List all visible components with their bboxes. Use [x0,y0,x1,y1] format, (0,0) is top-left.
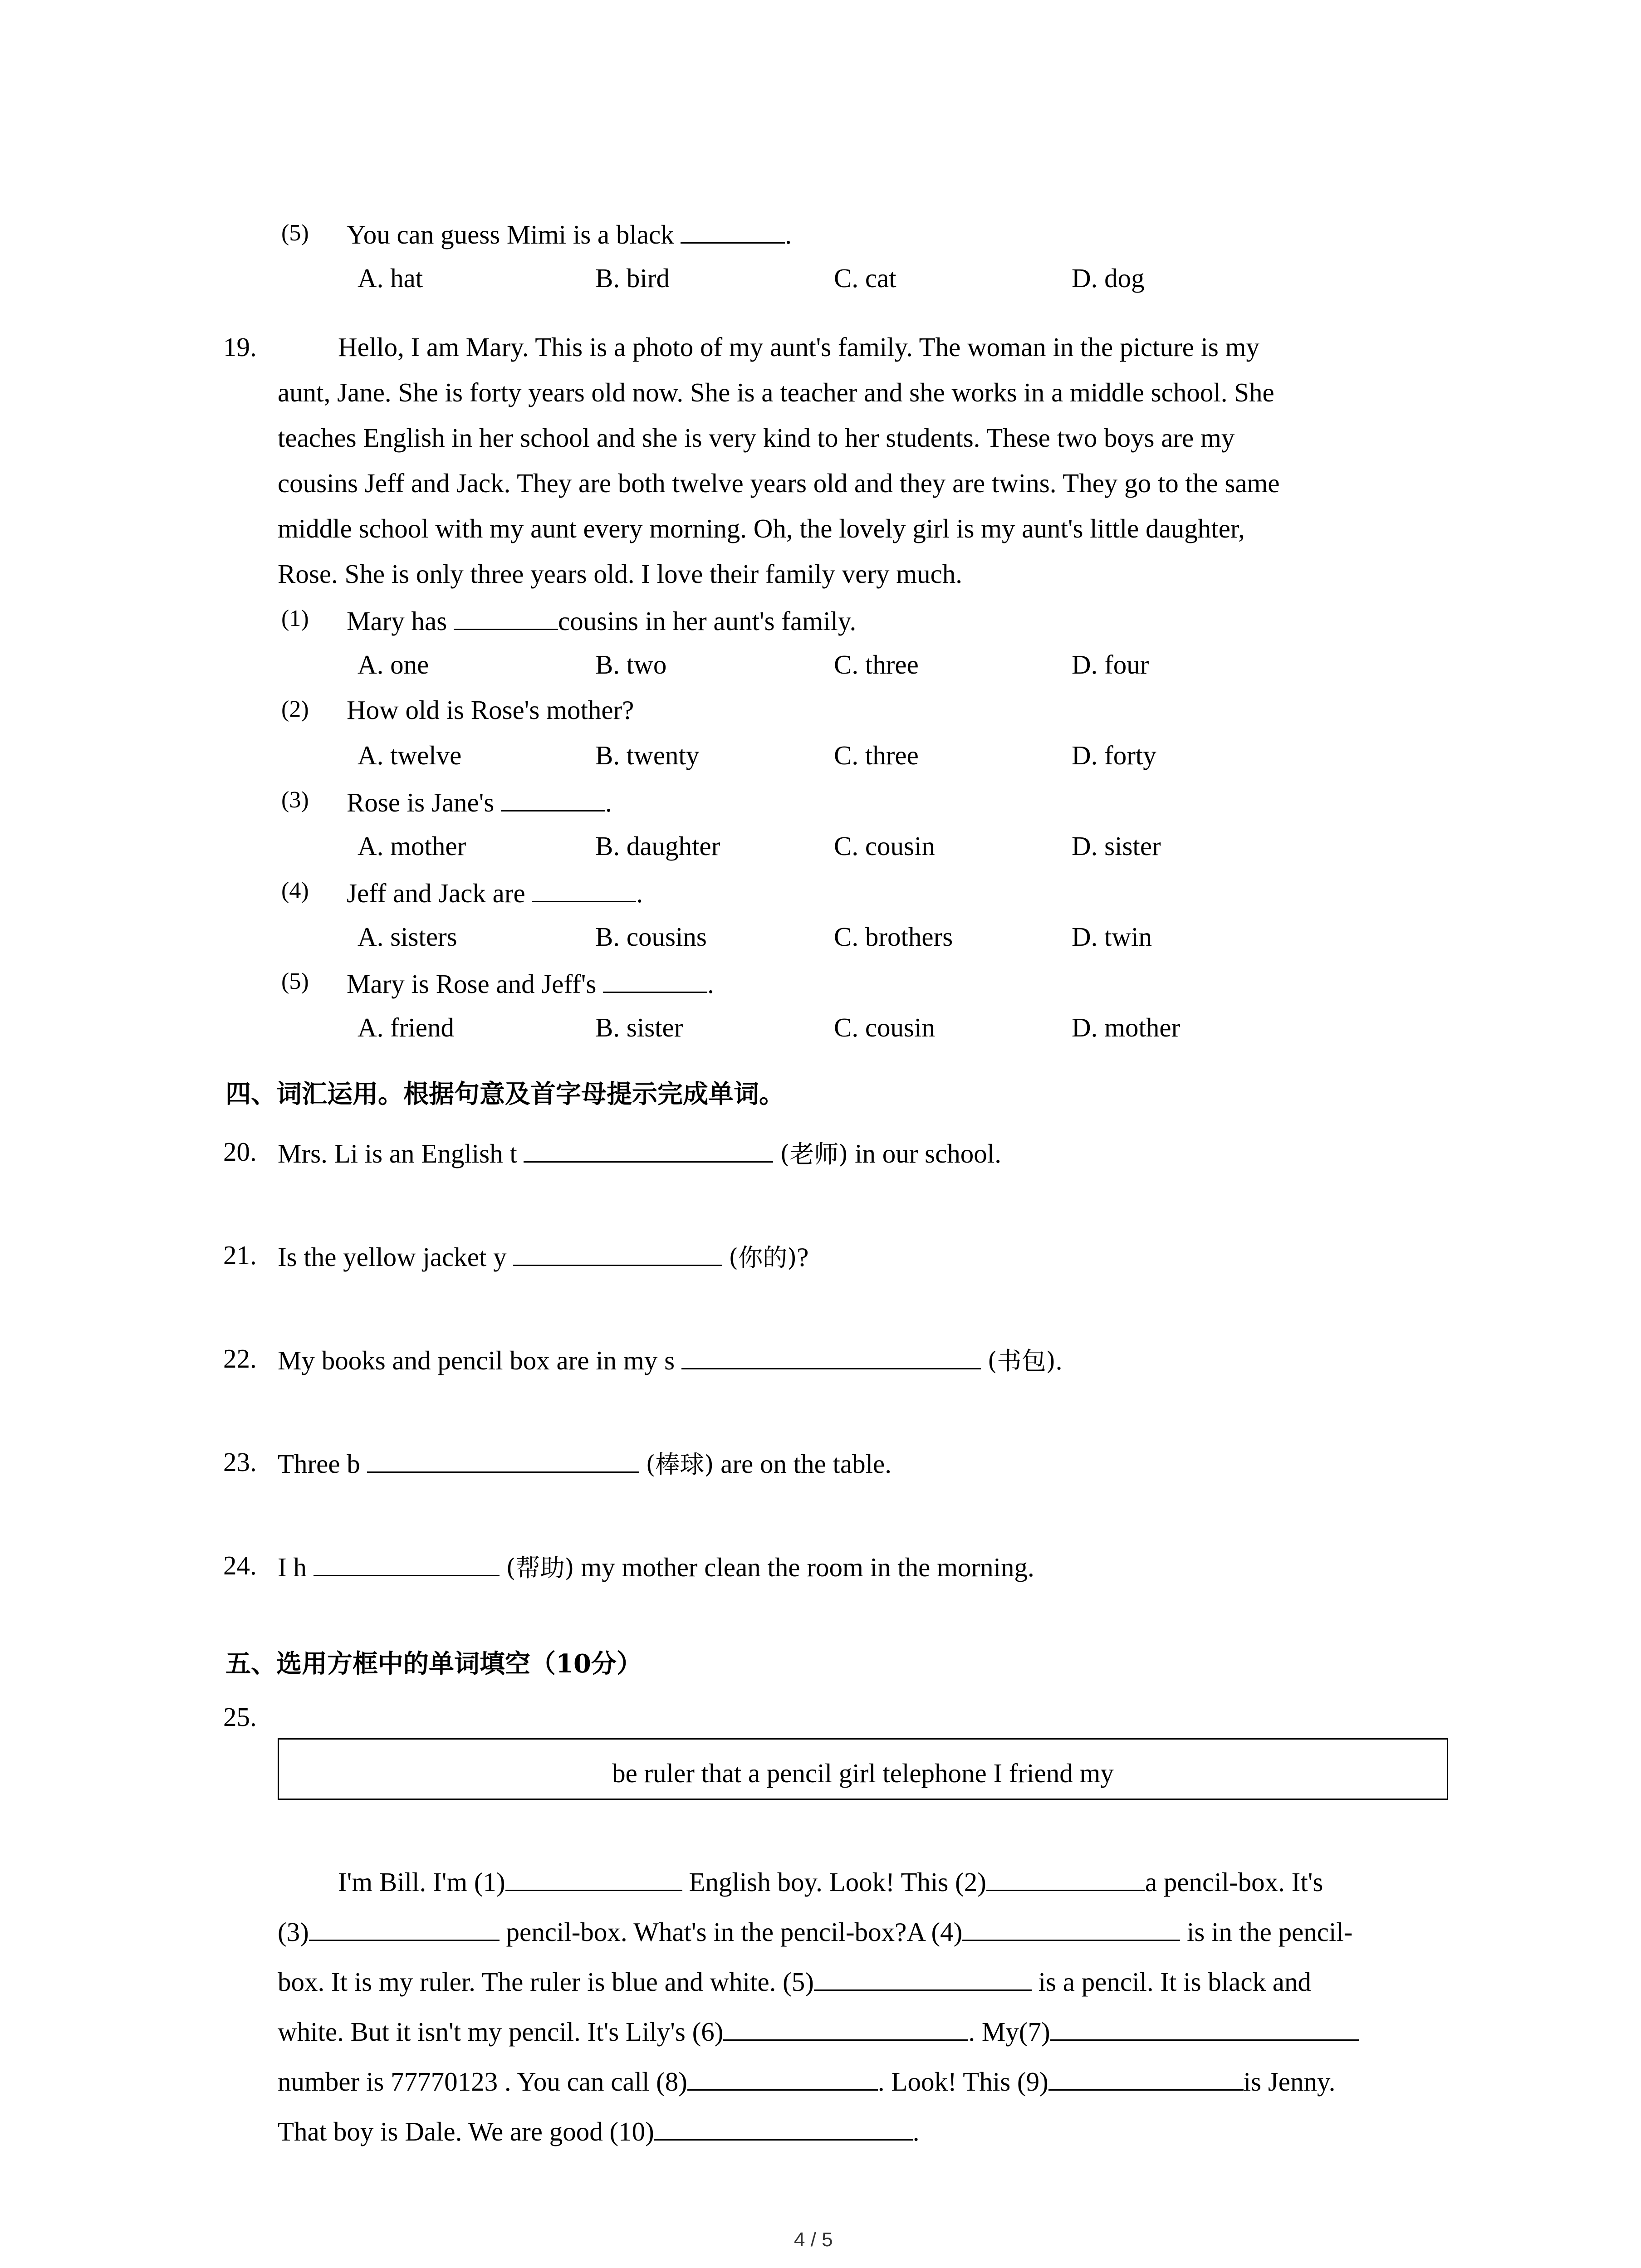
option-b: B. twenty [595,740,700,770]
cloze-blank-9[interactable] [1048,2067,1244,2091]
option-c: C. three [834,650,919,679]
question-number: 21. [223,1240,257,1270]
question-stem: Mary has cousins in her aunt's family. [347,606,857,636]
cloze-blank-10[interactable] [654,2116,913,2141]
cloze-line: That boy is Dale. We are good (10) . [278,2116,920,2146]
answer-blank[interactable] [532,878,636,902]
option-d: D. mother [1072,1012,1181,1042]
vocab-item: I h (帮助) my mother clean the room in the morning. [278,1552,1034,1582]
option-a: A. twelve [358,740,462,770]
option-c: C. cousin [834,831,935,861]
question-number: 25. [223,1702,257,1732]
passage-line: Rose. She is only three years old. I love their family very much. [278,559,963,589]
question-number: 24. [223,1550,257,1580]
option-a: A. friend [358,1012,454,1042]
section-heading: 五、选用方框中的单词填空（10分） [225,1649,642,1679]
question-number: 22. [223,1344,257,1374]
question-stem: Rose is Jane's . [347,787,612,817]
question-stem: You can guess Mimi is a black . [347,220,792,249]
word-box-text: be ruler that a pencil girl telephone I friend my [612,1758,1114,1788]
cloze-line: I'm Bill. I'm (1) English boy. Look! This (2) a pencil-box. It's [338,1867,1323,1897]
cloze-blank-1[interactable] [505,1867,682,1891]
passage-line: middle school with my aunt every morning. Oh, the lovely girl is my aunt's little daughter, [278,513,1245,543]
vocab-item: Mrs. Li is an English t (老师) in our school. [278,1139,1001,1168]
option-d: D. forty [1072,740,1156,770]
cloze-line: number is 77770123 . You can call (8) . Look! This (9) is Jenny. [278,2067,1336,2097]
passage-line: cousins Jeff and Jack. They are both twelve years old and they are twins. They go to the same [278,468,1280,498]
answer-blank[interactable] [501,787,605,811]
option-d: D. dog [1072,263,1145,293]
word-box [278,1738,1448,1800]
section-heading: 四、词汇运用。根据句意及首字母提示完成单词。 [225,1079,784,1109]
answer-blank[interactable] [454,606,558,630]
answer-blank[interactable] [367,1449,639,1473]
question-number: 19. [223,332,257,362]
option-d: D. four [1072,650,1149,679]
passage-line: teaches English in her school and she is very kind to her students. These two boys are my [278,423,1235,453]
cloze-blank-5[interactable] [814,1967,1032,1991]
question-stem: Jeff and Jack are . [347,878,643,908]
question-number: (4) [281,878,309,904]
option-a: A. mother [358,831,466,861]
answer-blank[interactable] [681,220,785,244]
option-a: A. one [358,650,429,679]
vocab-item: My books and pencil box are in my s (书包). [278,1345,1063,1375]
option-a: A. sisters [358,922,457,952]
option-b: B. cousins [595,922,707,952]
cloze-blank-4[interactable] [962,1917,1180,1941]
question-number: (5) [281,968,309,994]
question-stem: How old is Rose's mother? [347,695,634,725]
cloze-line: (3) pencil-box. What's in the pencil-box?A (4) is in the pencil- [278,1917,1353,1947]
answer-blank[interactable] [314,1552,500,1576]
option-c: C. three [834,740,919,770]
option-a: A. hat [358,263,423,293]
answer-blank[interactable] [603,969,707,993]
question-number: (3) [281,787,309,813]
cloze-blank-2[interactable] [986,1867,1145,1891]
answer-blank[interactable] [513,1242,722,1266]
cloze-line: box. It is my ruler. The ruler is blue and white. (5) is a pencil. It is black and [278,1967,1311,1997]
vocab-item: Is the yellow jacket y (你的)? [278,1242,809,1272]
question-number: 23. [223,1447,257,1477]
vocab-item: Three b (棒球) are on the table. [278,1449,892,1479]
cloze-blank-3[interactable] [309,1917,500,1941]
question-number: (5) [281,220,309,246]
question-number: 20. [223,1137,257,1167]
option-d: D. twin [1072,922,1152,952]
cloze-line: white. But it isn't my pencil. It's Lily's (6) . My(7) [278,2017,1359,2045]
option-d: D. sister [1072,831,1161,861]
passage-line: Hello, I am Mary. This is a photo of my aunt's family. The woman in the picture is my [338,332,1260,362]
option-c: C. cousin [834,1012,935,1042]
option-c: C. brothers [834,922,953,952]
answer-blank[interactable] [524,1139,773,1163]
cloze-blank-8[interactable] [687,2067,878,2091]
cloze-blank-6[interactable] [723,2017,968,2041]
question-number: (1) [281,606,309,631]
answer-blank[interactable] [681,1345,981,1369]
option-b: B. two [595,650,667,679]
question-number: (2) [281,696,309,722]
option-b: B. bird [595,263,670,293]
option-c: C. cat [834,263,896,293]
passage-line: aunt, Jane. She is forty years old now. She is a teacher and she works in a middle school. She [278,377,1274,407]
option-b: B. sister [595,1012,683,1042]
cloze-blank-7[interactable] [1050,2017,1359,2041]
question-stem: Mary is Rose and Jeff's . [347,969,714,999]
page-number: 4 / 5 [794,2229,833,2251]
option-b: B. daughter [595,831,720,861]
